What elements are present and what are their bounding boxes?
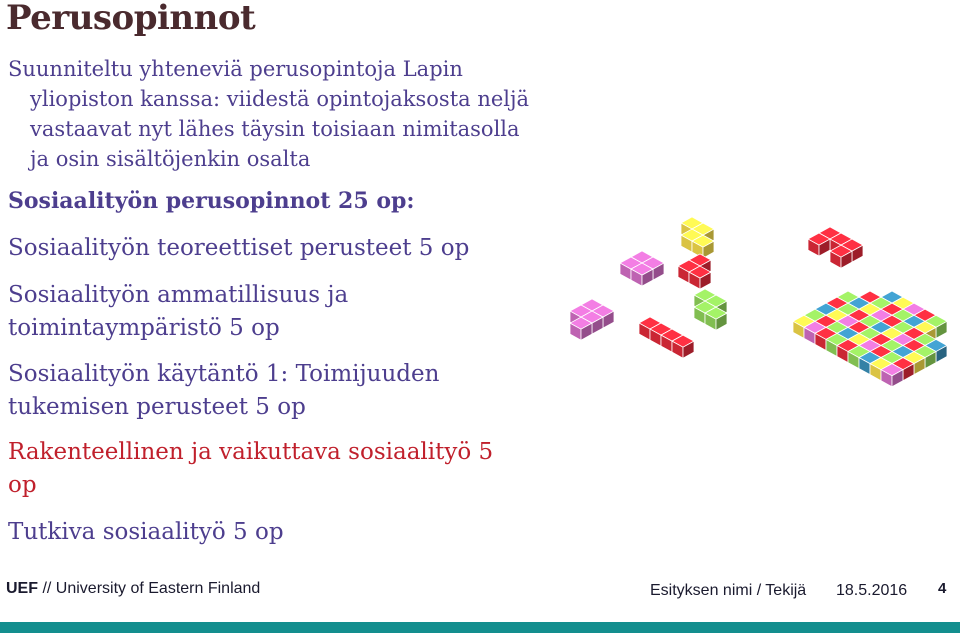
footer-date: 18.5.2016 <box>836 582 908 599</box>
lead-line: yliopiston kanssa: viidestä opintojaksosta neljä <box>30 87 530 111</box>
lead-line: vastaavat nyt lähes täysin toisiaan nimitasolla <box>30 117 520 141</box>
course-item-text: Sosiaalityön teoreettiset perusteet 5 op <box>8 235 470 261</box>
course-item-text: Tutkiva sosiaalityö 5 op <box>8 519 284 545</box>
course-item <box>8 279 568 345</box>
course-item-text: tukemisen perusteet 5 op <box>8 394 306 420</box>
course-item <box>8 358 568 424</box>
course-item-text: toimintaympäristö 5 op <box>8 315 280 341</box>
course-item <box>8 232 568 265</box>
building-blocks-illustration <box>570 205 955 395</box>
lead-line: ja osin sisältöjenkin osalta <box>30 147 311 171</box>
footer-bar <box>0 622 960 633</box>
lead-text <box>8 54 588 174</box>
section-subtitle: Sosiaalityön perusopinnot 25 op: <box>8 188 415 214</box>
course-item <box>8 516 568 549</box>
lead-line: Suunniteltu yhteneviä perusopintoja Lapin <box>8 57 463 81</box>
course-item-text: Rakenteellinen ja vaikuttava sosiaalityö 5 <box>8 439 494 465</box>
course-item-text: Sosiaalityön käytäntö 1: Toimijuuden <box>8 361 440 387</box>
footer-org-name: // University of Eastern Finland <box>38 580 261 597</box>
course-item-highlighted <box>8 436 568 502</box>
footer-presentation: Esityksen nimi / Tekijä <box>650 582 807 599</box>
footer-org-abbr: UEF <box>6 580 38 597</box>
course-item-text: Sosiaalityön ammatillisuus ja <box>8 282 349 308</box>
course-item-text: op <box>8 472 37 498</box>
footer <box>0 574 960 633</box>
slide-title: Perusopinnot <box>6 0 256 38</box>
footer-organization <box>6 580 260 598</box>
page-number: 4 <box>938 580 947 597</box>
